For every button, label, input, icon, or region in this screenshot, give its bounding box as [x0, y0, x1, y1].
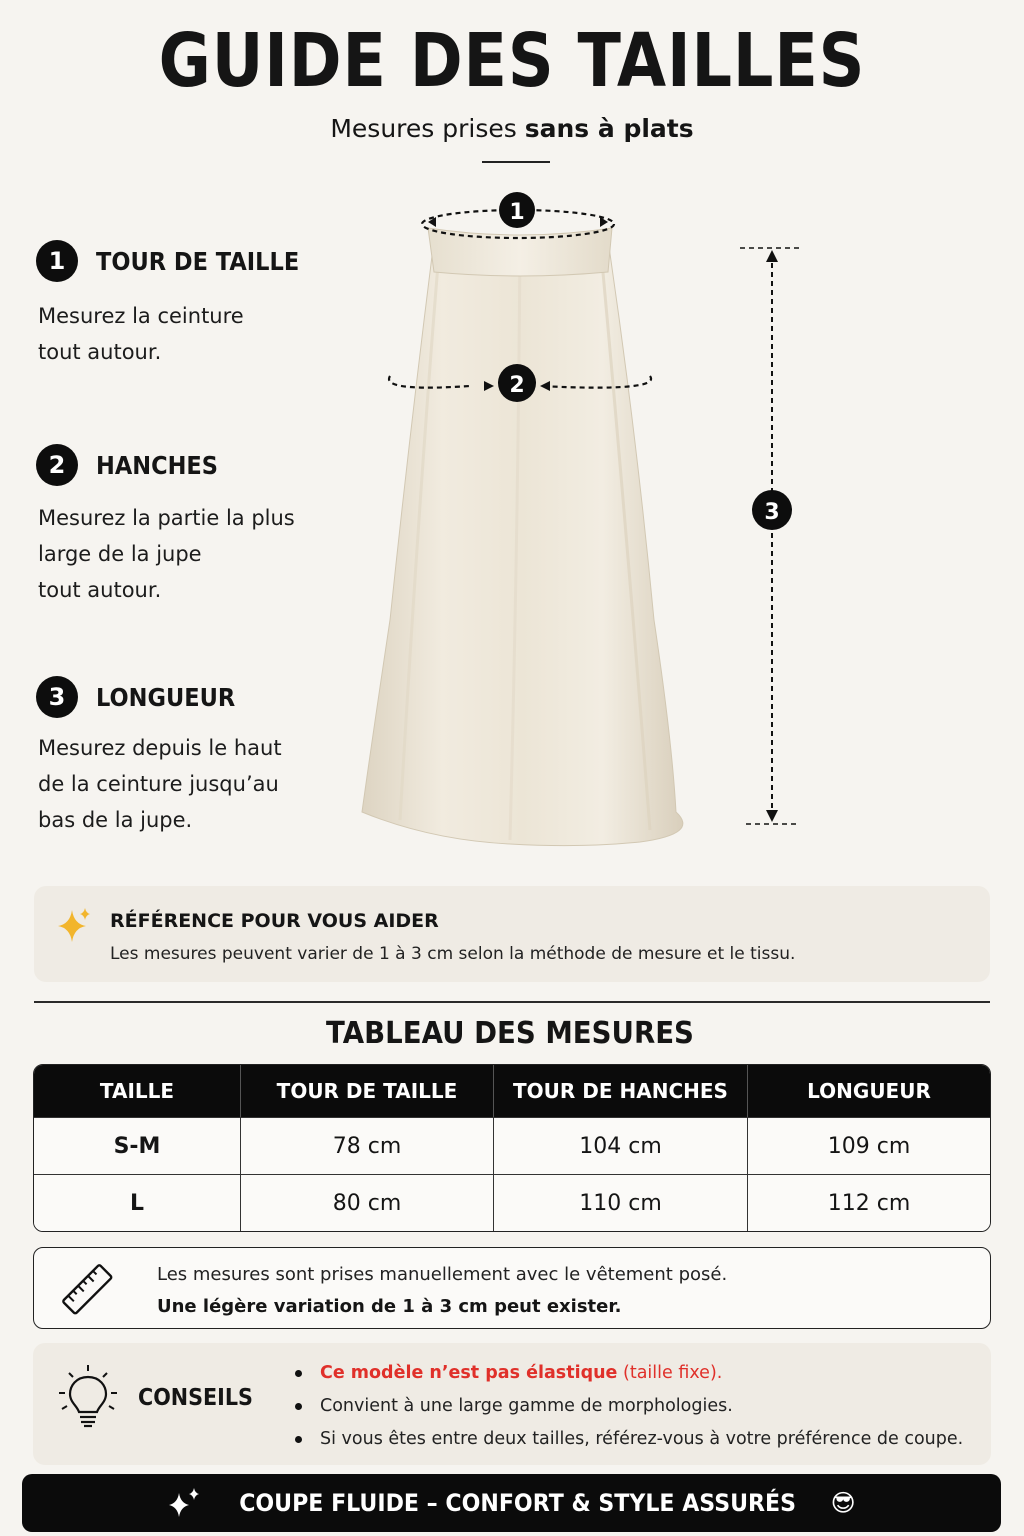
tip-item: Convient à une large gamme de morphologies.: [295, 1394, 963, 1427]
measure-title: LONGUEUR: [96, 682, 236, 712]
cell-waist: 80 cm: [241, 1174, 494, 1231]
number-badge-2: 2: [36, 444, 78, 486]
measure-length: [36, 676, 336, 838]
col-header-waist: TOUR DE TAILLE: [241, 1065, 494, 1117]
page-subtitle: [0, 114, 1024, 143]
tips-box: [33, 1343, 991, 1465]
measure-hips: [36, 444, 336, 608]
cell-waist: 78 cm: [241, 1117, 494, 1174]
measure-title: TOUR DE TAILLE: [96, 246, 300, 276]
measure-description: [38, 500, 336, 608]
col-header-length: LONGUEUR: [748, 1065, 990, 1117]
col-header-size: TAILLE: [34, 1065, 241, 1117]
reference-box: [34, 886, 990, 982]
measure-line: bas de la jupe.: [38, 808, 193, 832]
measure-title: HANCHES: [96, 450, 218, 480]
measure-waist: [36, 240, 336, 370]
reference-text: Les mesures peuvent varier de 1 à 3 cm selon la méthode de mesure et le tissu.: [110, 944, 796, 964]
measure-line: Mesurez la partie la plus: [38, 506, 295, 530]
number-badge-3: 3: [36, 676, 78, 718]
measure-description: [38, 298, 336, 370]
lightbulb-icon: [57, 1363, 119, 1429]
cell-size: L: [34, 1174, 241, 1231]
bottom-banner: [22, 1474, 1001, 1532]
sunglasses-emoji-icon: 😎: [830, 1489, 856, 1517]
page-title: GUIDE DES TAILLES: [158, 18, 866, 104]
measure-line: Mesurez la ceinture: [38, 304, 244, 328]
number-badge-1: 1: [36, 240, 78, 282]
note-text: Les mesures sont prises manuellement avec le vêtement posé.: [157, 1264, 728, 1285]
reference-title: RÉFÉRENCE POUR VOUS AIDER: [110, 910, 439, 932]
tips-list: [295, 1361, 963, 1460]
ruler-icon: [58, 1262, 118, 1318]
subtitle-prefix: Mesures prises: [330, 114, 517, 143]
col-header-hips: TOUR DE HANCHES: [494, 1065, 748, 1117]
sparkles-icon: [167, 1487, 201, 1519]
subtitle-divider: [482, 161, 550, 163]
table-row: [34, 1117, 990, 1174]
cell-length: 109 cm: [748, 1117, 990, 1174]
waistband: [428, 228, 612, 276]
marker-3-label: 3: [764, 500, 780, 525]
tips-title: CONSEILS: [138, 1385, 253, 1411]
measure-line: tout autour.: [38, 340, 162, 364]
tip-item: Si vous êtes entre deux tailles, référez-vous à votre préférence de coupe.: [295, 1427, 963, 1460]
skirt-diagram: [350, 180, 820, 860]
subtitle-bold: sans à plats: [524, 114, 694, 143]
measurement-note: [33, 1247, 991, 1329]
measure-line: de la ceinture jusqu’au: [38, 772, 279, 796]
measure-line: large de la jupe: [38, 542, 202, 566]
measure-description: [38, 730, 336, 838]
note-text-bold: Une légère variation de 1 à 3 cm peut exister.: [157, 1296, 622, 1317]
tip-highlight-note: (taille fixe).: [623, 1363, 723, 1383]
cell-hips: 110 cm: [494, 1174, 748, 1231]
table-row: [34, 1174, 990, 1231]
table-title: TABLEAU DES MESURES: [326, 1016, 694, 1051]
section-divider: [34, 1001, 990, 1003]
cell-size: S-M: [34, 1117, 241, 1174]
measure-line: Mesurez depuis le haut: [38, 736, 282, 760]
skirt-shape: [362, 240, 683, 846]
cell-hips: 104 cm: [494, 1117, 748, 1174]
tip-item: [295, 1361, 963, 1394]
marker-2-label: 2: [509, 373, 525, 398]
cell-length: 112 cm: [748, 1174, 990, 1231]
marker-1-label: 1: [509, 200, 525, 225]
tip-highlight: Ce modèle n’est pas élastique: [320, 1363, 618, 1383]
sparkle-icon: [56, 906, 92, 946]
size-table: [33, 1064, 991, 1232]
banner-text: COUPE FLUIDE – CONFORT & STYLE ASSURÉS: [239, 1489, 797, 1517]
measure-line: tout autour.: [38, 578, 162, 602]
table-header-row: [34, 1065, 990, 1117]
